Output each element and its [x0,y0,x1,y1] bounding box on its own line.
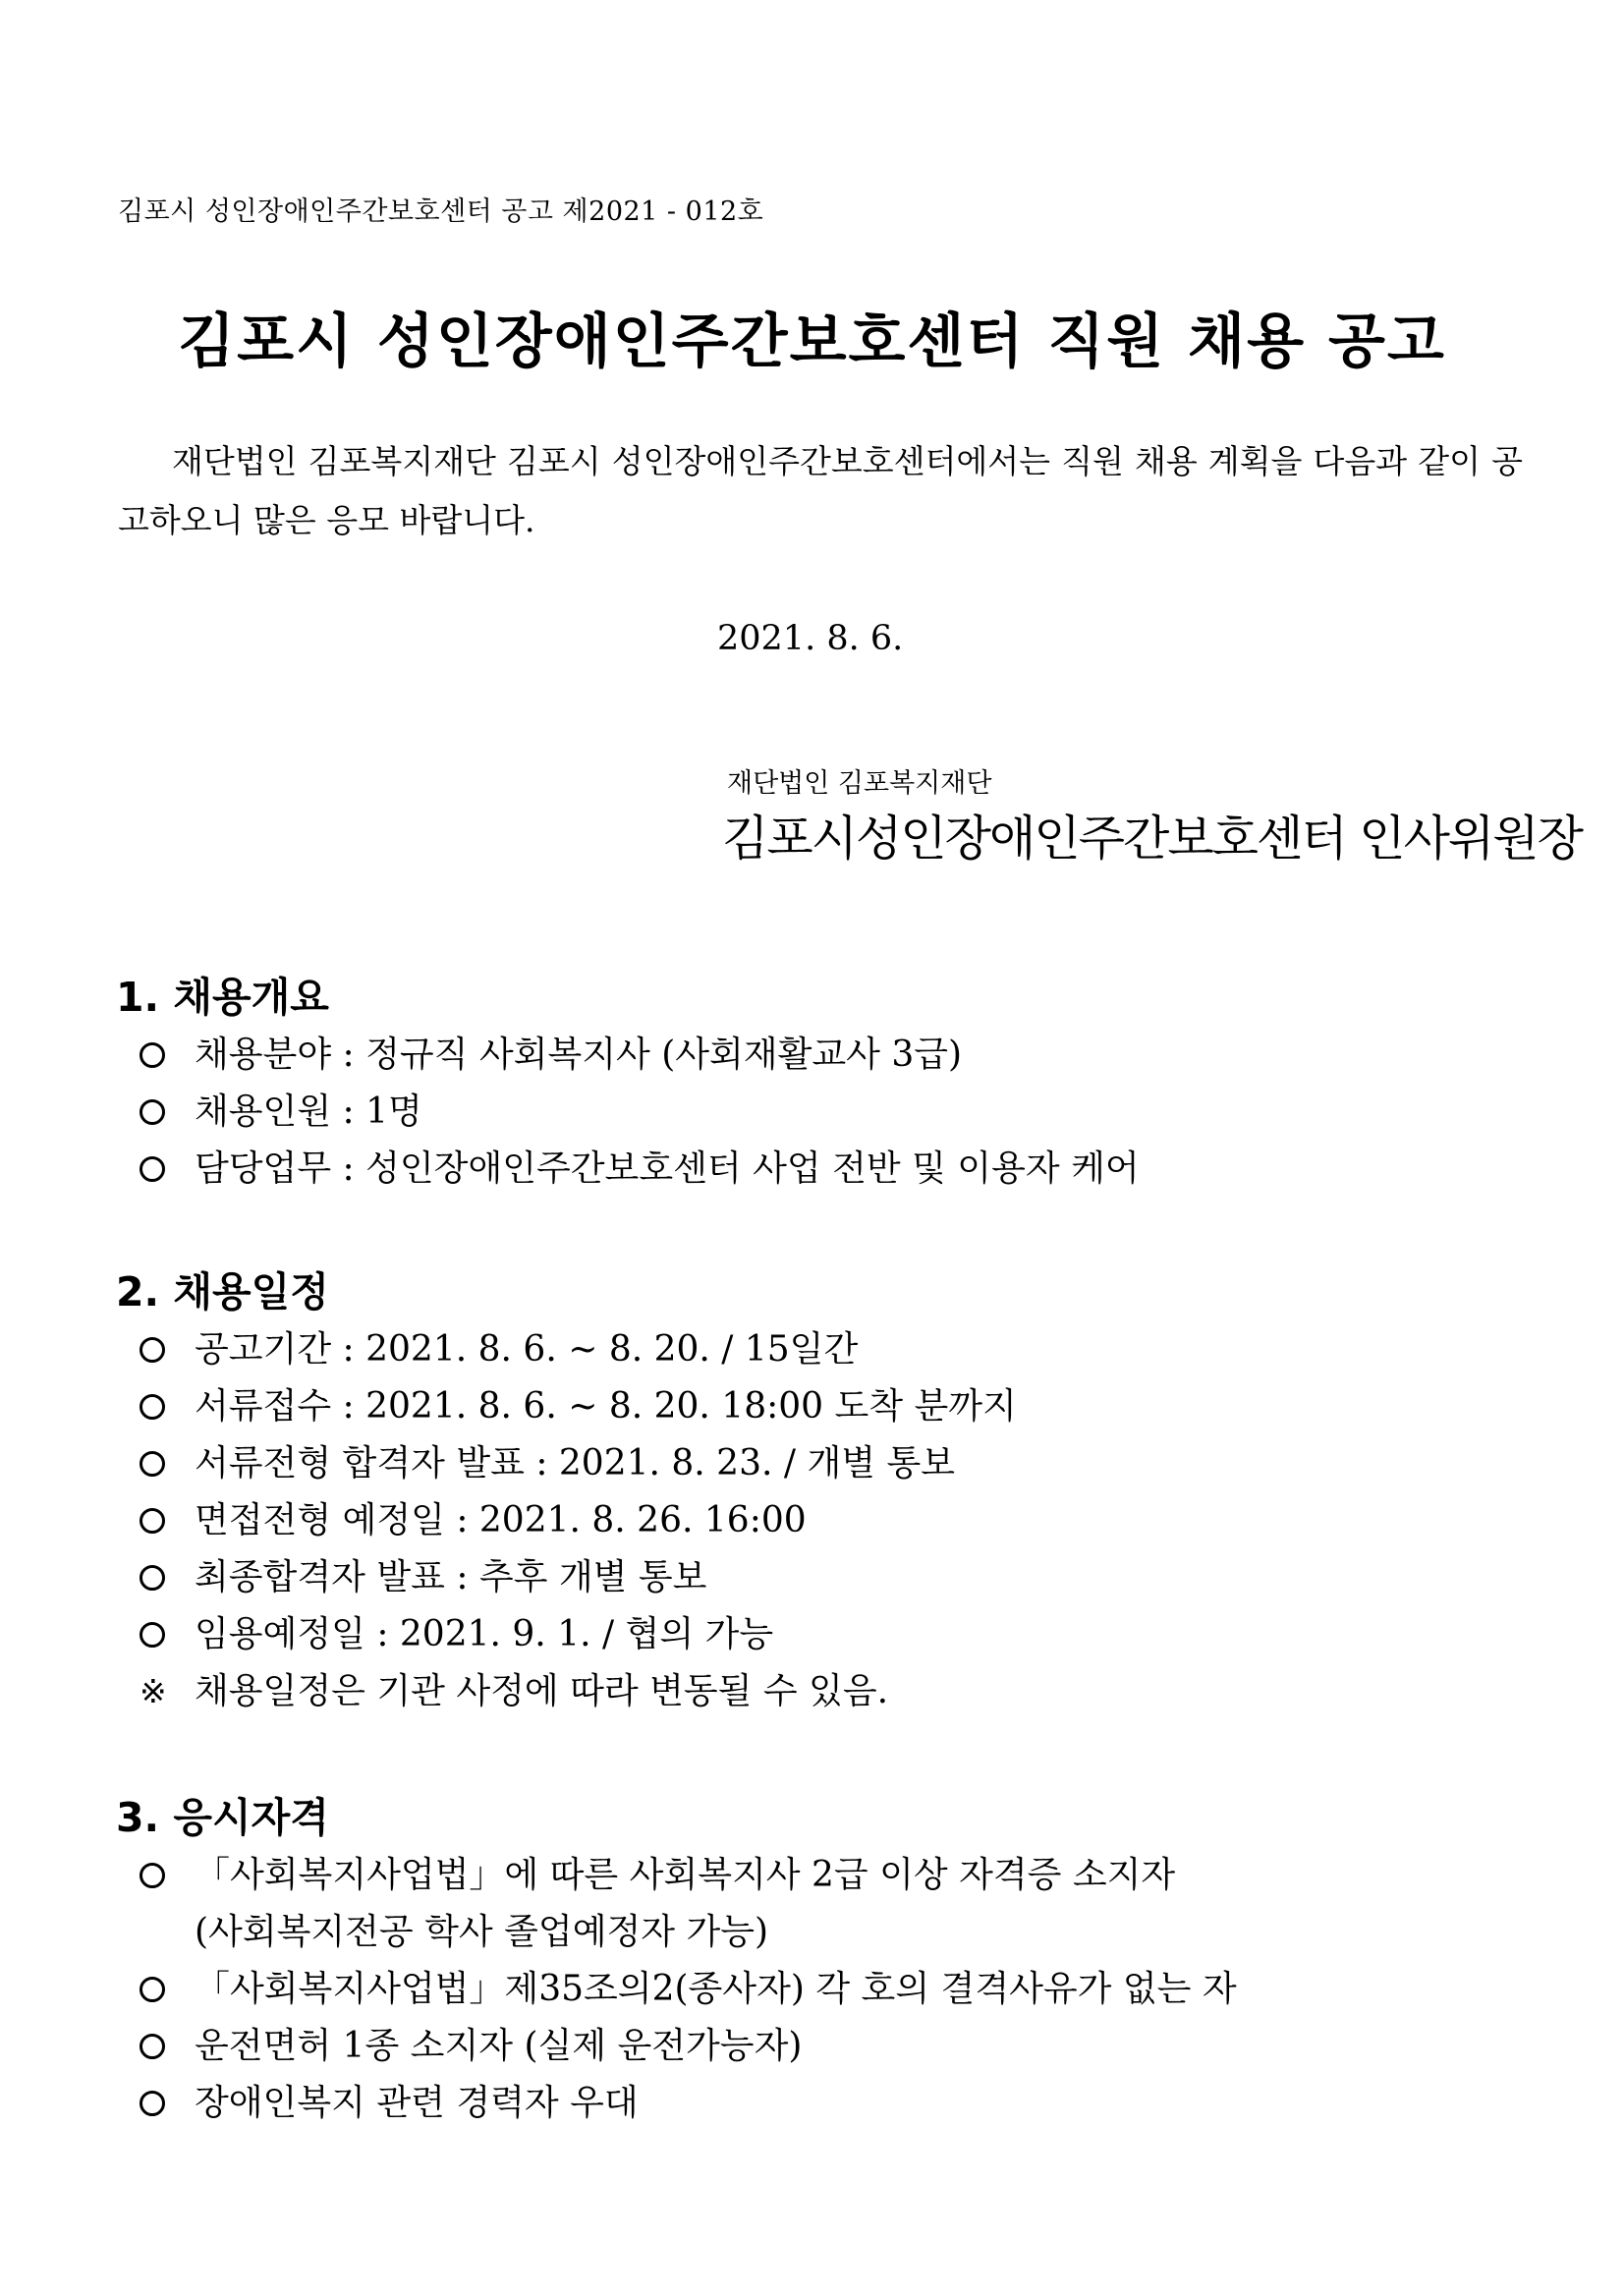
list-item [116,1084,1540,1141]
list-item-text: 서류전형 합격자 발표 : 2021. 8. 23. / 개별 통보 [195,1443,955,1483]
section-heading: 1. 채용개요 [116,974,329,1021]
list-item [116,2018,1540,2075]
circle-bullet-icon [116,1606,195,1663]
list-item [116,1961,1540,2018]
list-item [116,1549,1540,1606]
circle-bullet-icon [116,1378,195,1435]
list-item-text: 담당업무 : 성인장애인주간보호센터 사업 전반 및 이용자 케어 [195,1148,1140,1189]
list-item [116,1847,1540,1904]
circle-bullet-icon [116,1549,195,1606]
page-title: 김포시 성인장애인주간보호센터 직원 채용 공고 [178,308,1446,376]
section-list [116,1321,1540,1720]
note-text: 채용일정은 기관 사정에 따라 변동될 수 있음. [195,1671,889,1711]
list-item-text: 운전면허 1종 소지자 (실제 운전가능자) [195,2026,803,2066]
circle-bullet-icon [116,1084,195,1141]
issuer-organization: 재단법인 김포복지재단 [727,768,992,799]
circle-bullet-icon [116,1961,195,2018]
list-item [116,1321,1540,1378]
circle-bullet-icon [116,1847,195,1904]
circle-bullet-icon [116,1321,195,1378]
circle-bullet-icon [116,1141,195,1198]
list-item [116,1606,1540,1663]
section-recruitment-schedule [116,1262,1540,1720]
schedule-note [116,1663,1540,1720]
list-item [116,1435,1540,1492]
list-item-text: 서류접수 : 2021. 8. 6. ~ 8. 20. 18:00 도착 분까지 [195,1386,1017,1427]
list-item-text: 최종합격자 발표 : 추후 개별 통보 [195,1557,707,1597]
circle-bullet-icon [116,1492,195,1549]
list-item-continuation: (사회복지전공 학사 졸업예정자 가능) [195,1912,769,1952]
list-item-text: 채용분야 : 정규직 사회복지사 (사회재활교사 3급) [195,1035,963,1075]
section-list [116,1027,1540,1198]
circle-bullet-icon [116,2018,195,2075]
list-item [116,1141,1540,1198]
list-item-text: 「사회복지사업법」제35조의2(종사자) 각 호의 결격사유가 없는 자 [195,1969,1237,2009]
circle-bullet-icon [116,1435,195,1492]
section-heading: 2. 채용일정 [116,1268,329,1315]
list-item [116,1027,1540,1084]
section-heading: 3. 응시자격 [116,1794,329,1841]
circle-bullet-icon [116,2075,195,2132]
section-recruitment-overview [116,968,1540,1198]
reference-mark-icon: ※ [140,1672,167,1710]
list-item-text: 「사회복지사업법」에 따른 사회복지사 2급 이상 자격증 소지자 [195,1855,1176,1895]
list-item [116,2075,1540,2132]
circle-bullet-icon [116,1027,195,1084]
list-item [116,1378,1540,1435]
list-item-text: 면접전형 예정일 : 2021. 8. 26. 16:00 [195,1500,807,1540]
section-eligibility [116,1788,1540,2132]
list-item-text: 임용예정일 : 2021. 9. 1. / 협의 가능 [195,1614,774,1654]
list-item [116,1492,1540,1549]
list-item-text: 장애인복지 관련 경력자 우대 [195,2083,639,2123]
list-item-text: 채용인원 : 1명 [195,1092,422,1132]
intro-paragraph: 재단법인 김포복지재단 김포시 성인장애인주간보호센터에서는 직원 채용 계획을 다음과 같이 공고하오니 많은 응모 바랍니다. [118,442,1523,539]
list-item-text: 공고기간 : 2021. 8. 6. ~ 8. 20. / 15일간 [195,1329,859,1370]
notice-number: 김포시 성인장애인주간보호센터 공고 제2021 - 012호 [118,196,764,227]
section-list [116,1847,1540,2132]
notice-date: 2021. 8. 6. [717,619,904,658]
issuer-title: 김포시성인장애인주간보호센터 인사위원장 [722,811,1582,867]
